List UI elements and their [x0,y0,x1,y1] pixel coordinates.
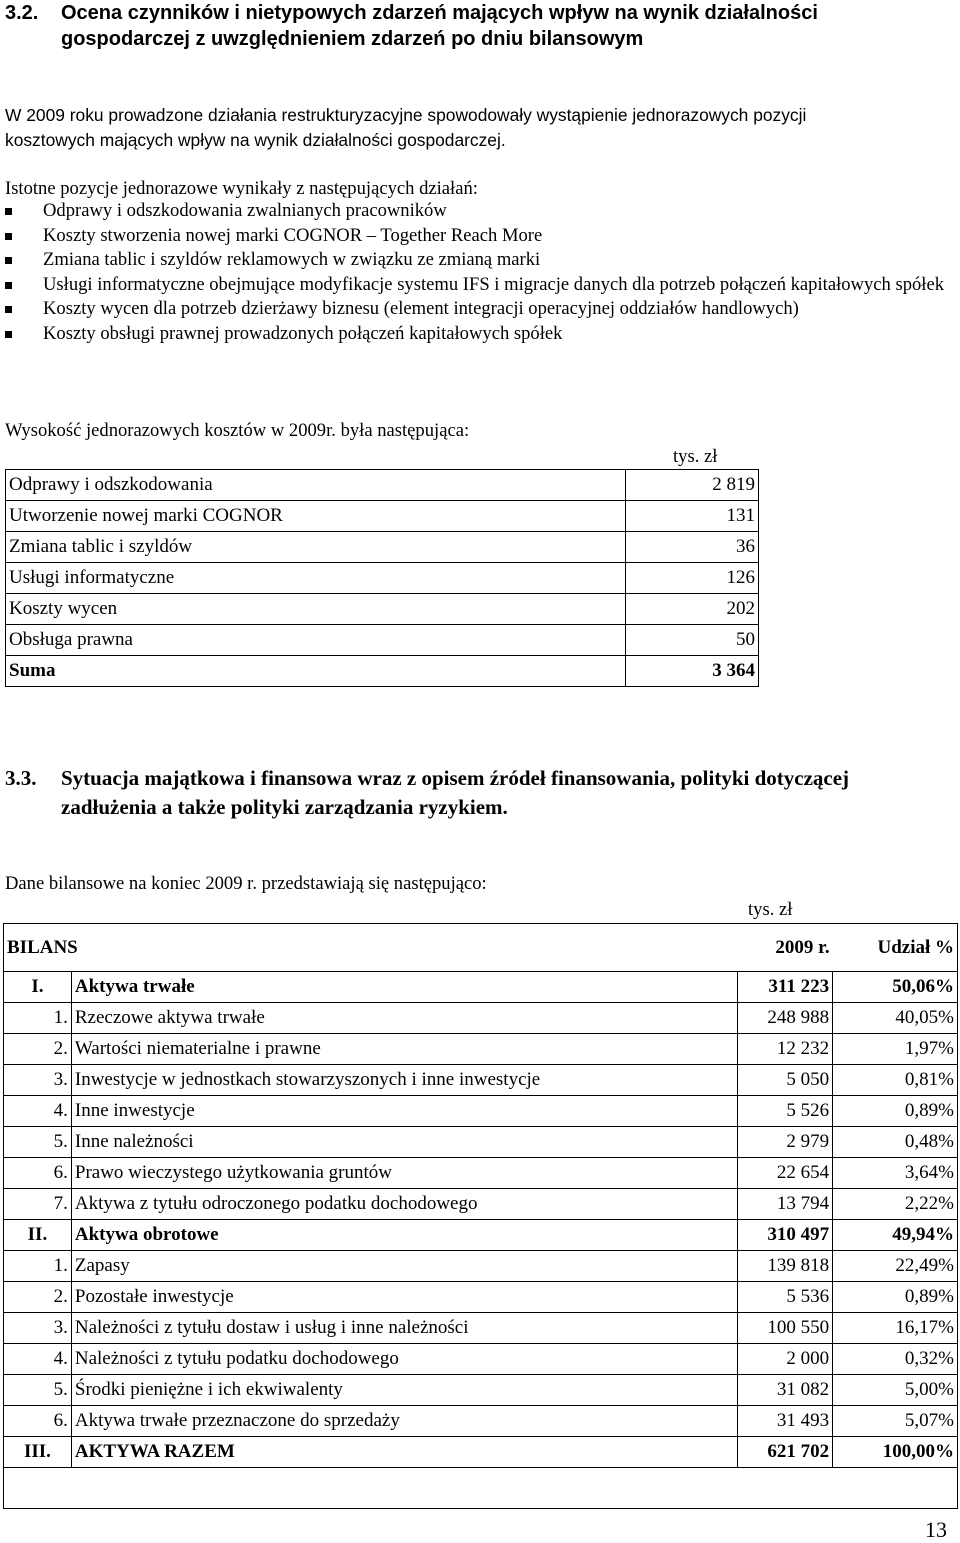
table-row: Zmiana tablic i szyldów 36 [6,532,759,563]
table-row: 1. Rzeczowe aktywa trwałe 248 988 40,05% [4,1003,958,1034]
table-row: 3. Inwestycje w jednostkach stowarzyszonych i inne inwestycje 5 050 0,81% [4,1065,958,1096]
table-row: Odprawy i odszkodowania 2 819 [6,470,759,501]
costs-table [5,469,759,687]
list-item: Koszty obsługi prawnej prowadzonych połączeń kapitałowych spółek [1,322,957,347]
section-number-3-2: 3.2. [5,2,39,24]
bullet-square-icon [5,282,12,289]
table-row: Utworzenie nowej marki COGNOR 131 [6,501,759,532]
page-number: 13 [925,1517,947,1542]
list-item: Koszty stworzenia nowej marki COGNOR – Together Reach More [1,224,957,249]
table-row: II. Aktywa obrotowe 310 497 49,94% [4,1220,958,1251]
table-row: 2. Pozostałe inwestycje 5 536 0,89% [4,1282,958,1313]
bullet-square-icon [5,331,12,338]
list-item: Odprawy i odszkodowania zwalnianych pracowników [1,199,957,224]
bullet-square-icon [5,306,12,313]
list-item: Usługi informatyczne obejmujące modyfikacje systemu IFS i migracje danych dla potrzeb połączeń kapitałowych spółek [1,273,957,298]
table-row: Obsługa prawna 50 [6,625,759,656]
balance-unit: tys. zł [748,899,793,920]
bullet-square-icon [5,257,12,264]
table-row: 2. Wartości niematerialne i prawne 12 232 1,97% [4,1034,958,1065]
table-row: Usługi informatyczne 126 [6,563,759,594]
section-title-3-3-line2: zadłużenia a także polityki zarządzania ryzykiem. [61,795,508,819]
section-title-3-3-line1: Sytuacja majątkowa i finansowa wraz z opisem źródeł finansowania, polityki dotyczącej [61,766,850,790]
costs-unit: tys. zł [673,446,718,467]
bullet-list [1,199,957,346]
table-empty-row [4,1468,958,1509]
table-row: 5. Środki pieniężne i ich ekwiwalenty 31 082 5,00% [4,1375,958,1406]
paragraph-line2: kosztowych mających wpływ na wynik działalności gospodarczej. [5,130,506,150]
table-row: 6. Aktywa trwałe przeznaczone do sprzedaży 31 493 5,07% [4,1406,958,1437]
list-item: Koszty wycen dla potrzeb dzierżawy biznesu (element integracji operacyjnej oddziałów handlowych) [1,297,957,322]
table-row: I. Aktywa trwałe 311 223 50,06% [4,972,958,1003]
table-row: Koszty wycen 202 [6,594,759,625]
table-row: 4. Należności z tytułu podatku dochodowego 2 000 0,32% [4,1344,958,1375]
table-row: 3. Należności z tytułu dostaw i usług i inne należności 100 550 16,17% [4,1313,958,1344]
table-row: 1. Zapasy 139 818 22,49% [4,1251,958,1282]
balance-intro: Dane bilansowe na koniec 2009 r. przedstawiają się następująco: [5,873,487,894]
intro-text: Istotne pozycje jednorazowe wynikały z następujących działań: [5,178,478,199]
paragraph-line1: W 2009 roku prowadzone działania restrukturyzacyjne spowodowały wystąpienie jednorazowych pozycji [5,105,807,125]
bullet-square-icon [5,233,12,240]
list-item: Zmiana tablic i szyldów reklamowych w związku ze zmianą marki [1,248,957,273]
section-title-3-2-line2: gospodarczej z uwzględnieniem zdarzeń po dniu bilansowym [61,28,644,50]
table-total-row: Suma 3 364 [6,656,759,687]
table-row: 5. Inne należności 2 979 0,48% [4,1127,958,1158]
section-number-3-3: 3.3. [5,766,37,790]
balance-table [3,923,958,1509]
table-header-row: BILANS 2009 r. Udział % [4,924,958,972]
table-row: 6. Prawo wieczystego użytkowania gruntów 22 654 3,64% [4,1158,958,1189]
section-title-3-2-line1: Ocena czynników i nietypowych zdarzeń mających wpływ na wynik działalności [61,2,818,24]
table-row: 4. Inne inwestycje 5 526 0,89% [4,1096,958,1127]
bullet-square-icon [5,208,12,215]
table-row: 7. Aktywa z tytułu odroczonego podatku dochodowego 13 794 2,22% [4,1189,958,1220]
table-row: III. AKTYWA RAZEM 621 702 100,00% [4,1437,958,1468]
costs-intro: Wysokość jednorazowych kosztów w 2009r. była następująca: [5,420,470,441]
